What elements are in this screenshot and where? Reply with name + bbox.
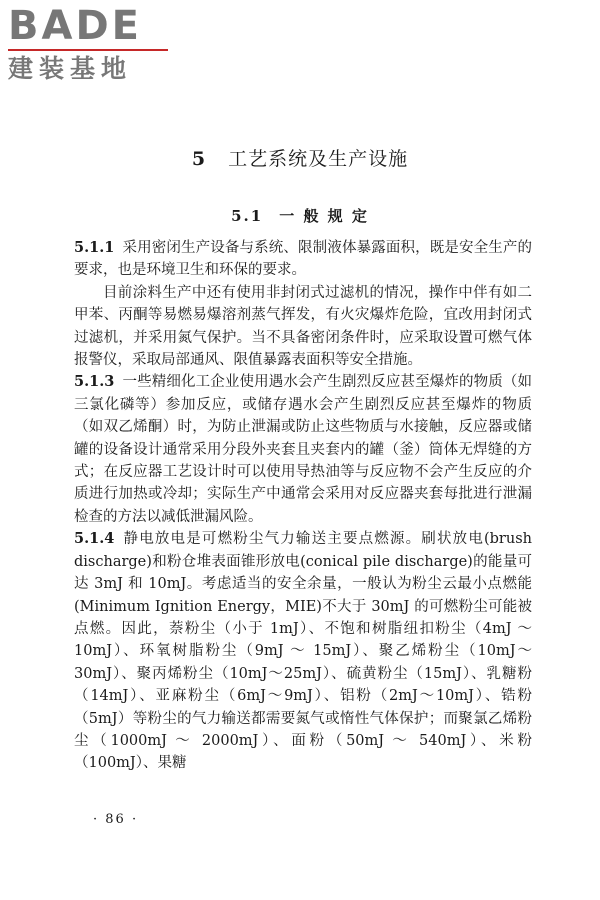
clause-paragraph xyxy=(74,371,532,528)
chapter-title xyxy=(0,144,600,171)
logo-subtitle: 建装基地 xyxy=(8,54,133,83)
clause-text: 目前涂料生产中还有使用非封闭式过滤机的情况，操作中伴有如二甲苯、丙酮等易燃易爆溶剂蒸气挥发，有火灾爆炸危险，宜改用封闭式过滤机，并采用氮气保护。当不具备密闭条件时，应采取设置可燃气体报警仪，采取局部通风、限值暴露表面积等安全措施。 xyxy=(74,284,532,369)
section-title-text: 一 般 规 定 xyxy=(279,207,369,225)
logo xyxy=(8,4,176,85)
clause-number: 5.1.4 xyxy=(74,530,115,548)
clause-text: 采用密闭生产设备与系统、限制液体暴露面积，既是安全生产的要求，也是环境卫生和环保的要求。 xyxy=(74,240,532,279)
section-title xyxy=(0,205,600,226)
section-number: 5.1 xyxy=(231,207,264,225)
clause-text: 一些精细化工企业使用遇水会产生剧烈反应甚至爆炸的物质（如三氯化磷等）参加反应，或储存遇水会产生剧烈反应甚至爆炸的物质（如双乙烯酮）时，为防止泄漏或防止这些物质与水接触，反应器或储罐的设备设计通常采用分段外夹套且夹套内的罐（釜）筒体无焊缝的方式；在反应器工艺设计时可以使用导热油等与反应物不会产生反应的介质进行加热或冷却；实际生产中通常会采用对反应器夹套每批进行泄漏检查的方法以减低泄漏风险。 xyxy=(74,374,532,525)
logo-rule xyxy=(8,49,168,51)
clause-paragraph xyxy=(74,282,532,372)
clause-number: 5.1.1 xyxy=(74,239,115,256)
chapter-number: 5 xyxy=(191,148,207,170)
clause-number: 5.1.3 xyxy=(74,373,115,391)
page-number: · 86 · xyxy=(93,812,139,827)
clause-text: 静电放电是可燃粉尘气力输送主要点燃源。刷状放电(brush discharge)和粉仓堆表面锥形放电(conical pile discharge)的能量可达 3mJ 和 10mJ。考虑适当的安全余量，一般认为粉尘云最小点燃能(Minimum Ignition Energy，MIE)不大于 30mJ 的可燃粉尘可能被点燃。因此，萘粉尘（小于 1mJ）、不饱和树脂纽扣粉尘（4mJ ～ 10mJ）、环氧树脂粉尘（9mJ ～ 15mJ）、聚乙烯粉尘（10mJ～30mJ）、聚丙烯粉尘（10mJ～25mJ）、硫黄粉尘（15mJ）、乳糖粉（14mJ）、亚麻粉尘（6mJ～9mJ）、铝粉（2mJ～10mJ）、锆粉（5mJ）等粉尘的气力输送都需要氮气或惰性气体保护；而聚氯乙烯粉尘（1000mJ ～ 2000mJ）、面粉（50mJ ～ 540mJ）、米粉（100mJ）、果糖 xyxy=(74,531,532,772)
clause-paragraph xyxy=(74,528,532,774)
logo-mark: BADE xyxy=(8,3,142,49)
clause-paragraph xyxy=(74,237,532,282)
body-text xyxy=(74,237,532,775)
chapter-title-text: 工艺系统及生产设施 xyxy=(228,148,409,170)
